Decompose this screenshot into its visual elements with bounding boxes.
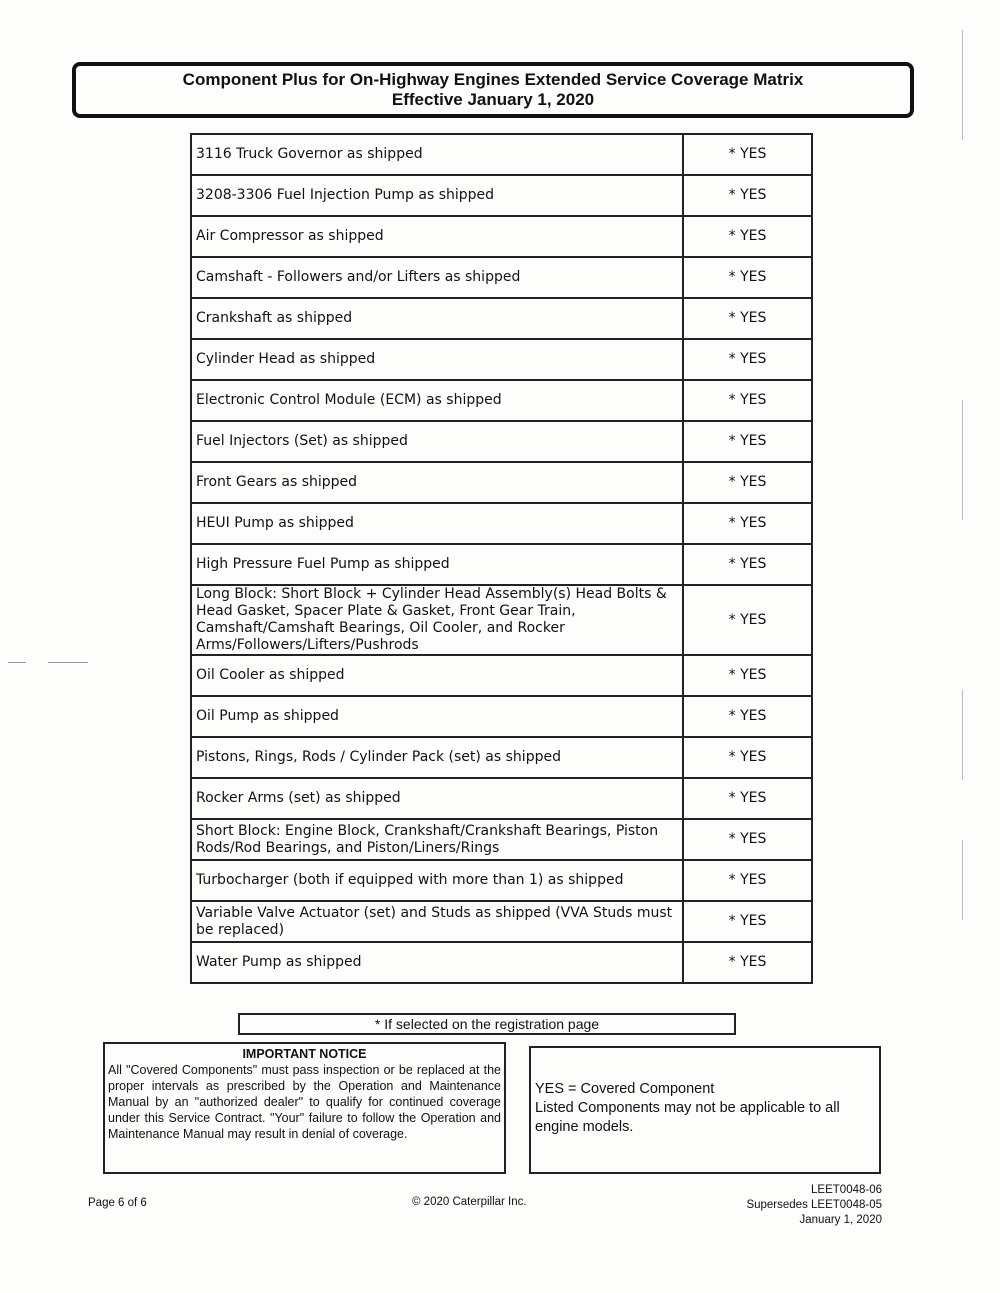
- document-reference: [746, 1183, 882, 1228]
- component-cell: Oil Cooler as shipped: [191, 655, 683, 696]
- coverage-cell: * YES: [683, 942, 812, 983]
- coverage-cell: * YES: [683, 216, 812, 257]
- component-cell: 3116 Truck Governor as shipped: [191, 134, 683, 175]
- coverage-cell: * YES: [683, 901, 812, 942]
- coverage-cell: * YES: [683, 696, 812, 737]
- coverage-cell: * YES: [683, 462, 812, 503]
- component-cell: Crankshaft as shipped: [191, 298, 683, 339]
- copyright-notice: © 2020 Caterpillar Inc.: [412, 1196, 527, 1208]
- table-row: [191, 134, 812, 175]
- legend-yes-definition: YES = Covered Component: [535, 1081, 715, 1097]
- component-cell: Water Pump as shipped: [191, 942, 683, 983]
- legend-applicability-note: Listed Components may not be applicable to all engine models.: [535, 1100, 840, 1135]
- scan-artifact-line: [962, 690, 963, 780]
- component-cell: Short Block: Engine Block, Crankshaft/Crankshaft Bearings, Piston Rods/Rod Bearings, and Piston/Liners/Rings: [191, 819, 683, 860]
- coverage-cell: * YES: [683, 778, 812, 819]
- component-cell: Rocker Arms (set) as shipped: [191, 778, 683, 819]
- coverage-cell: * YES: [683, 544, 812, 585]
- table-row: [191, 175, 812, 216]
- table-row: [191, 421, 812, 462]
- component-cell: 3208-3306 Fuel Injection Pump as shipped: [191, 175, 683, 216]
- table-row: [191, 860, 812, 901]
- scan-artifact-line: [48, 662, 88, 663]
- component-cell: Electronic Control Module (ECM) as shipped: [191, 380, 683, 421]
- component-cell: Air Compressor as shipped: [191, 216, 683, 257]
- table-row: [191, 819, 812, 860]
- notice-title: IMPORTANT NOTICE: [242, 1047, 367, 1061]
- component-cell: Variable Valve Actuator (set) and Studs as shipped (VVA Studs must be replaced): [191, 901, 683, 942]
- document-header: [72, 62, 914, 118]
- supersedes-note: Supersedes LEET0048-05: [746, 1199, 882, 1211]
- coverage-cell: * YES: [683, 175, 812, 216]
- scan-artifact-line: [962, 30, 963, 140]
- coverage-matrix-table: [190, 133, 813, 984]
- notice-body: All "Covered Components" must pass inspection or be replaced at the proper intervals as prescribed by the Operation and Maintenance Manual by an "authorized dealer" to qualify for continued coverage under this Service Contract. "Your" failure to follow the Operation and Maintenance Manual may result in denial of coverage.: [108, 1063, 501, 1141]
- table-row: [191, 380, 812, 421]
- table-row: [191, 544, 812, 585]
- coverage-cell: * YES: [683, 134, 812, 175]
- coverage-cell: * YES: [683, 860, 812, 901]
- important-notice-box: [103, 1042, 506, 1174]
- component-cell: HEUI Pump as shipped: [191, 503, 683, 544]
- component-cell: Fuel Injectors (Set) as shipped: [191, 421, 683, 462]
- table-row: [191, 257, 812, 298]
- component-cell: High Pressure Fuel Pump as shipped: [191, 544, 683, 585]
- coverage-cell: * YES: [683, 655, 812, 696]
- document-subtitle: Effective January 1, 2020: [391, 90, 595, 109]
- table-row: [191, 503, 812, 544]
- table-row: [191, 298, 812, 339]
- table-row: [191, 901, 812, 942]
- scan-artifact-line: [962, 400, 963, 520]
- scan-artifact-line: [8, 662, 26, 663]
- component-cell: Oil Pump as shipped: [191, 696, 683, 737]
- table-row: [191, 696, 812, 737]
- coverage-cell: * YES: [683, 421, 812, 462]
- component-cell: Camshaft - Followers and/or Lifters as shipped: [191, 257, 683, 298]
- component-cell: Cylinder Head as shipped: [191, 339, 683, 380]
- coverage-cell: * YES: [683, 737, 812, 778]
- coverage-cell: * YES: [683, 298, 812, 339]
- page-number: Page 6 of 6: [88, 1197, 147, 1209]
- component-cell: Pistons, Rings, Rods / Cylinder Pack (set) as shipped: [191, 737, 683, 778]
- registration-footnote: * If selected on the registration page: [238, 1013, 736, 1035]
- document-id: LEET0048-06: [811, 1184, 882, 1196]
- table-row: [191, 655, 812, 696]
- table-row: [191, 778, 812, 819]
- table-row: [191, 339, 812, 380]
- coverage-cell: * YES: [683, 819, 812, 860]
- scan-artifact-line: [962, 840, 963, 920]
- table-row: [191, 942, 812, 983]
- coverage-cell: * YES: [683, 503, 812, 544]
- table-row: [191, 737, 812, 778]
- coverage-cell: * YES: [683, 257, 812, 298]
- coverage-cell: * YES: [683, 380, 812, 421]
- document-date: January 1, 2020: [799, 1214, 882, 1226]
- component-cell: Front Gears as shipped: [191, 462, 683, 503]
- document-title: Component Plus for On-Highway Engines Extended Service Coverage Matrix: [182, 70, 804, 89]
- table-row: [191, 462, 812, 503]
- legend-box: [529, 1046, 881, 1174]
- table-row: [191, 585, 812, 655]
- table-row: [191, 216, 812, 257]
- component-cell: Long Block: Short Block + Cylinder Head Assembly(s) Head Bolts & Head Gasket, Spacer Plate & Gasket, Front Gear Train, Camshaft/Camshaft Bearings, Oil Cooler, and Rocker Arms/Followers/Lifters/Pushrods: [191, 585, 683, 655]
- component-cell: Turbocharger (both if equipped with more than 1) as shipped: [191, 860, 683, 901]
- coverage-cell: * YES: [683, 585, 812, 655]
- coverage-cell: * YES: [683, 339, 812, 380]
